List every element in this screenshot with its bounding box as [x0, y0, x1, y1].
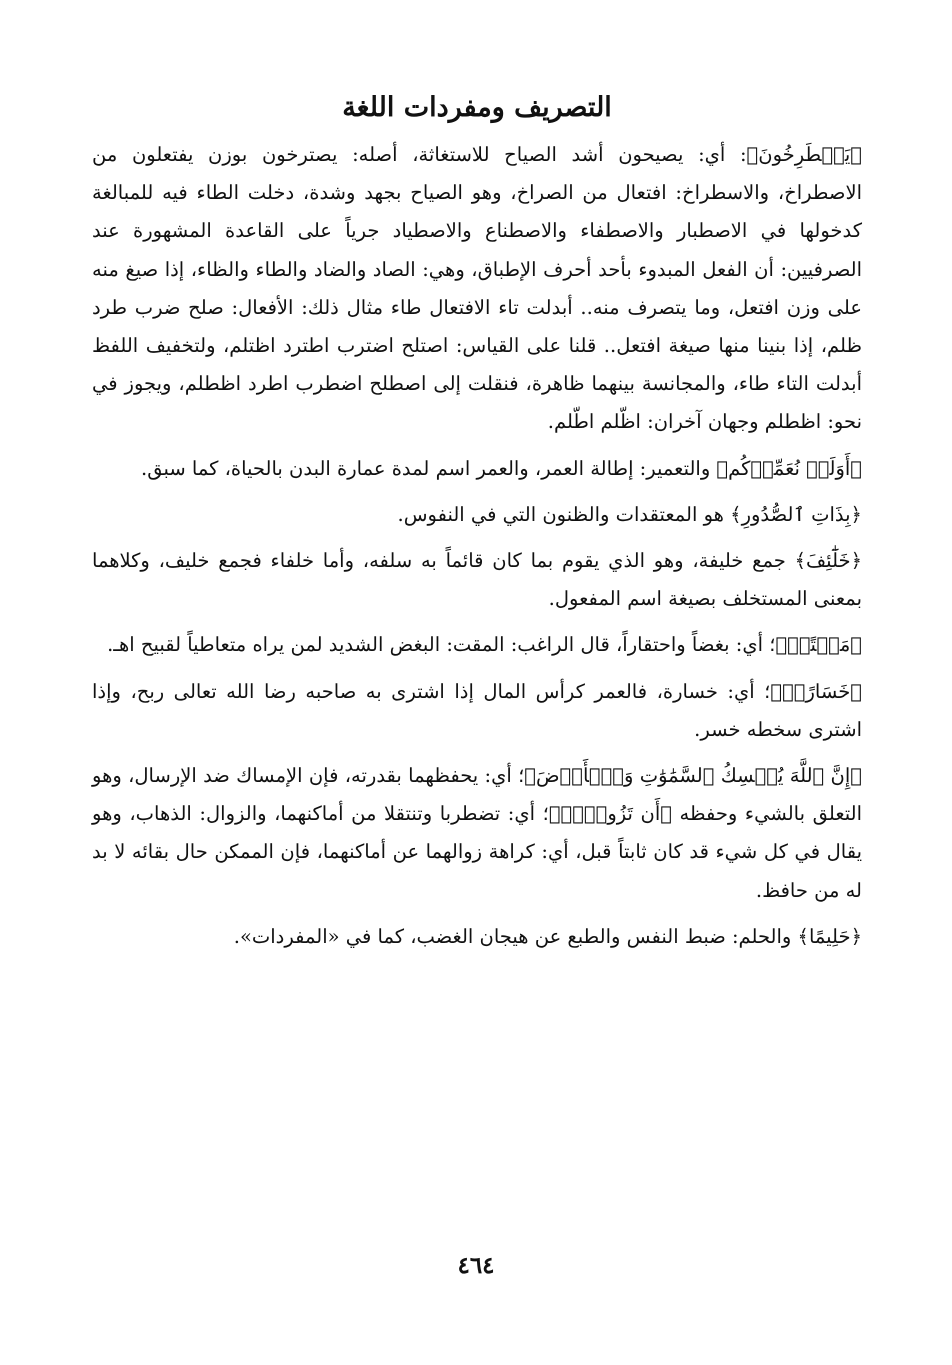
entry-khalaif: ﴿خَلَٰٓئِفَ﴾ جمع خليفة، وهو الذي يقوم بما كان قائماً به سلفه، وأما خلفاء فجمع خليف، وكلاهما بمعنى المستخلف بصيغة اسم المفعول.	[92, 549, 862, 611]
entry-bidhat-al-sudur: ﴿بِذَاتِ ٱلصُّدُورِ﴾ هو المعتقدات والظنون التي في النفوس.	[397, 502, 862, 526]
page-number: ٤٦٤	[457, 1252, 495, 1279]
entry-khasaran: ﴿خَسَارًاۖ﴾؛ أي: خسارة، فالعمر كرأس المال إذا اشترى به صاحبه رضا الله تعالى ربح، وإذا اشترى سخطه خسر.	[92, 679, 862, 741]
entry-maqtan: ﴿مَقۡتًاۖ﴾؛ أي: بغضاً واحتقاراً، قال الراغب: المقت: البغض الشديد لمن يراه متعاطياً لقبيح اهـ.	[107, 633, 862, 657]
entry-yastarikhun: ﴿يَصۡطَرِخُونَ﴾: أي: يصيحون أشد الصياح للاستغاثة، أصله: يصترخون بوزن يفتعلون من الاصطراخ، والاسطراخ: افتعال من الصراخ، وهو الصياح بجهد وشدة، دخلت الطاء فيه للمبالغة كدخولها في الاصطبار والاصطفاء والاصطناع والاصطياد جرياً على القاعدة المشهورة عند الصرفيين: أن الفعل المبدوء بأحد أحرف الإطباق، وهي: الصاد والضاد والطاء والظاء، إذا صيغ منه على وزن افتعل، وما يتصرف منه.. أبدلت تاء الافتعال طاء مثال ذلك: الأفعال: صلح ضرب طرد ظلم، إذا بنينا منها صيغة افتعل.. قلنا على القياس: اصتلح اضترب اطترد اظتلم، ولتخفيف اللفظ أبدلت التاء طاء، والمجانسة بينهما ظاهرة، فنقلت إلى اصطلح اضطرب اطرد اظطلم، ويجوز في نحو: اظطلم وجهان آخران: اظّلم اطّلم.	[92, 143, 862, 434]
page-title: التصريف ومفردات اللغة	[342, 92, 612, 123]
entry-haliman: ﴿حَلِيمًا﴾ والحلم: ضبط النفس والطبع عن هيجان الغضب، كما في «المفردات».	[233, 924, 862, 948]
entry-nuammirkum: ﴿أَوَلَمۡ نُعَمِّرۡكُم﴾ والتعمير: إطالة العمر، والعمر اسم لمدة عمارة البدن بالحياة، كما سبق.	[141, 456, 862, 480]
vocabulary-entries	[92, 136, 862, 956]
entry-yumsiku: ﴿إِنَّ ٱللَّهَ يُمۡسِكُ ٱلسَّمَٰوَٰتِ وَٱلۡأَرۡضَ﴾؛ أي: يحفظهما بقدرته، فإن الإمساك ضد الإرسال، وهو التعلق بالشيء وحفظه ﴿أَن تَزُولَاۚ﴾؛ أي: تضطربا وتنتقلا من أماكنهما، والزوال: الذهاب، وهو يقال في كل شيء قد كان ثابتاً قبل، أي: كراهة زوالهما عن أماكنهما، فإن الممكن حال بقائه لا بد له من حافظ.	[92, 764, 862, 902]
